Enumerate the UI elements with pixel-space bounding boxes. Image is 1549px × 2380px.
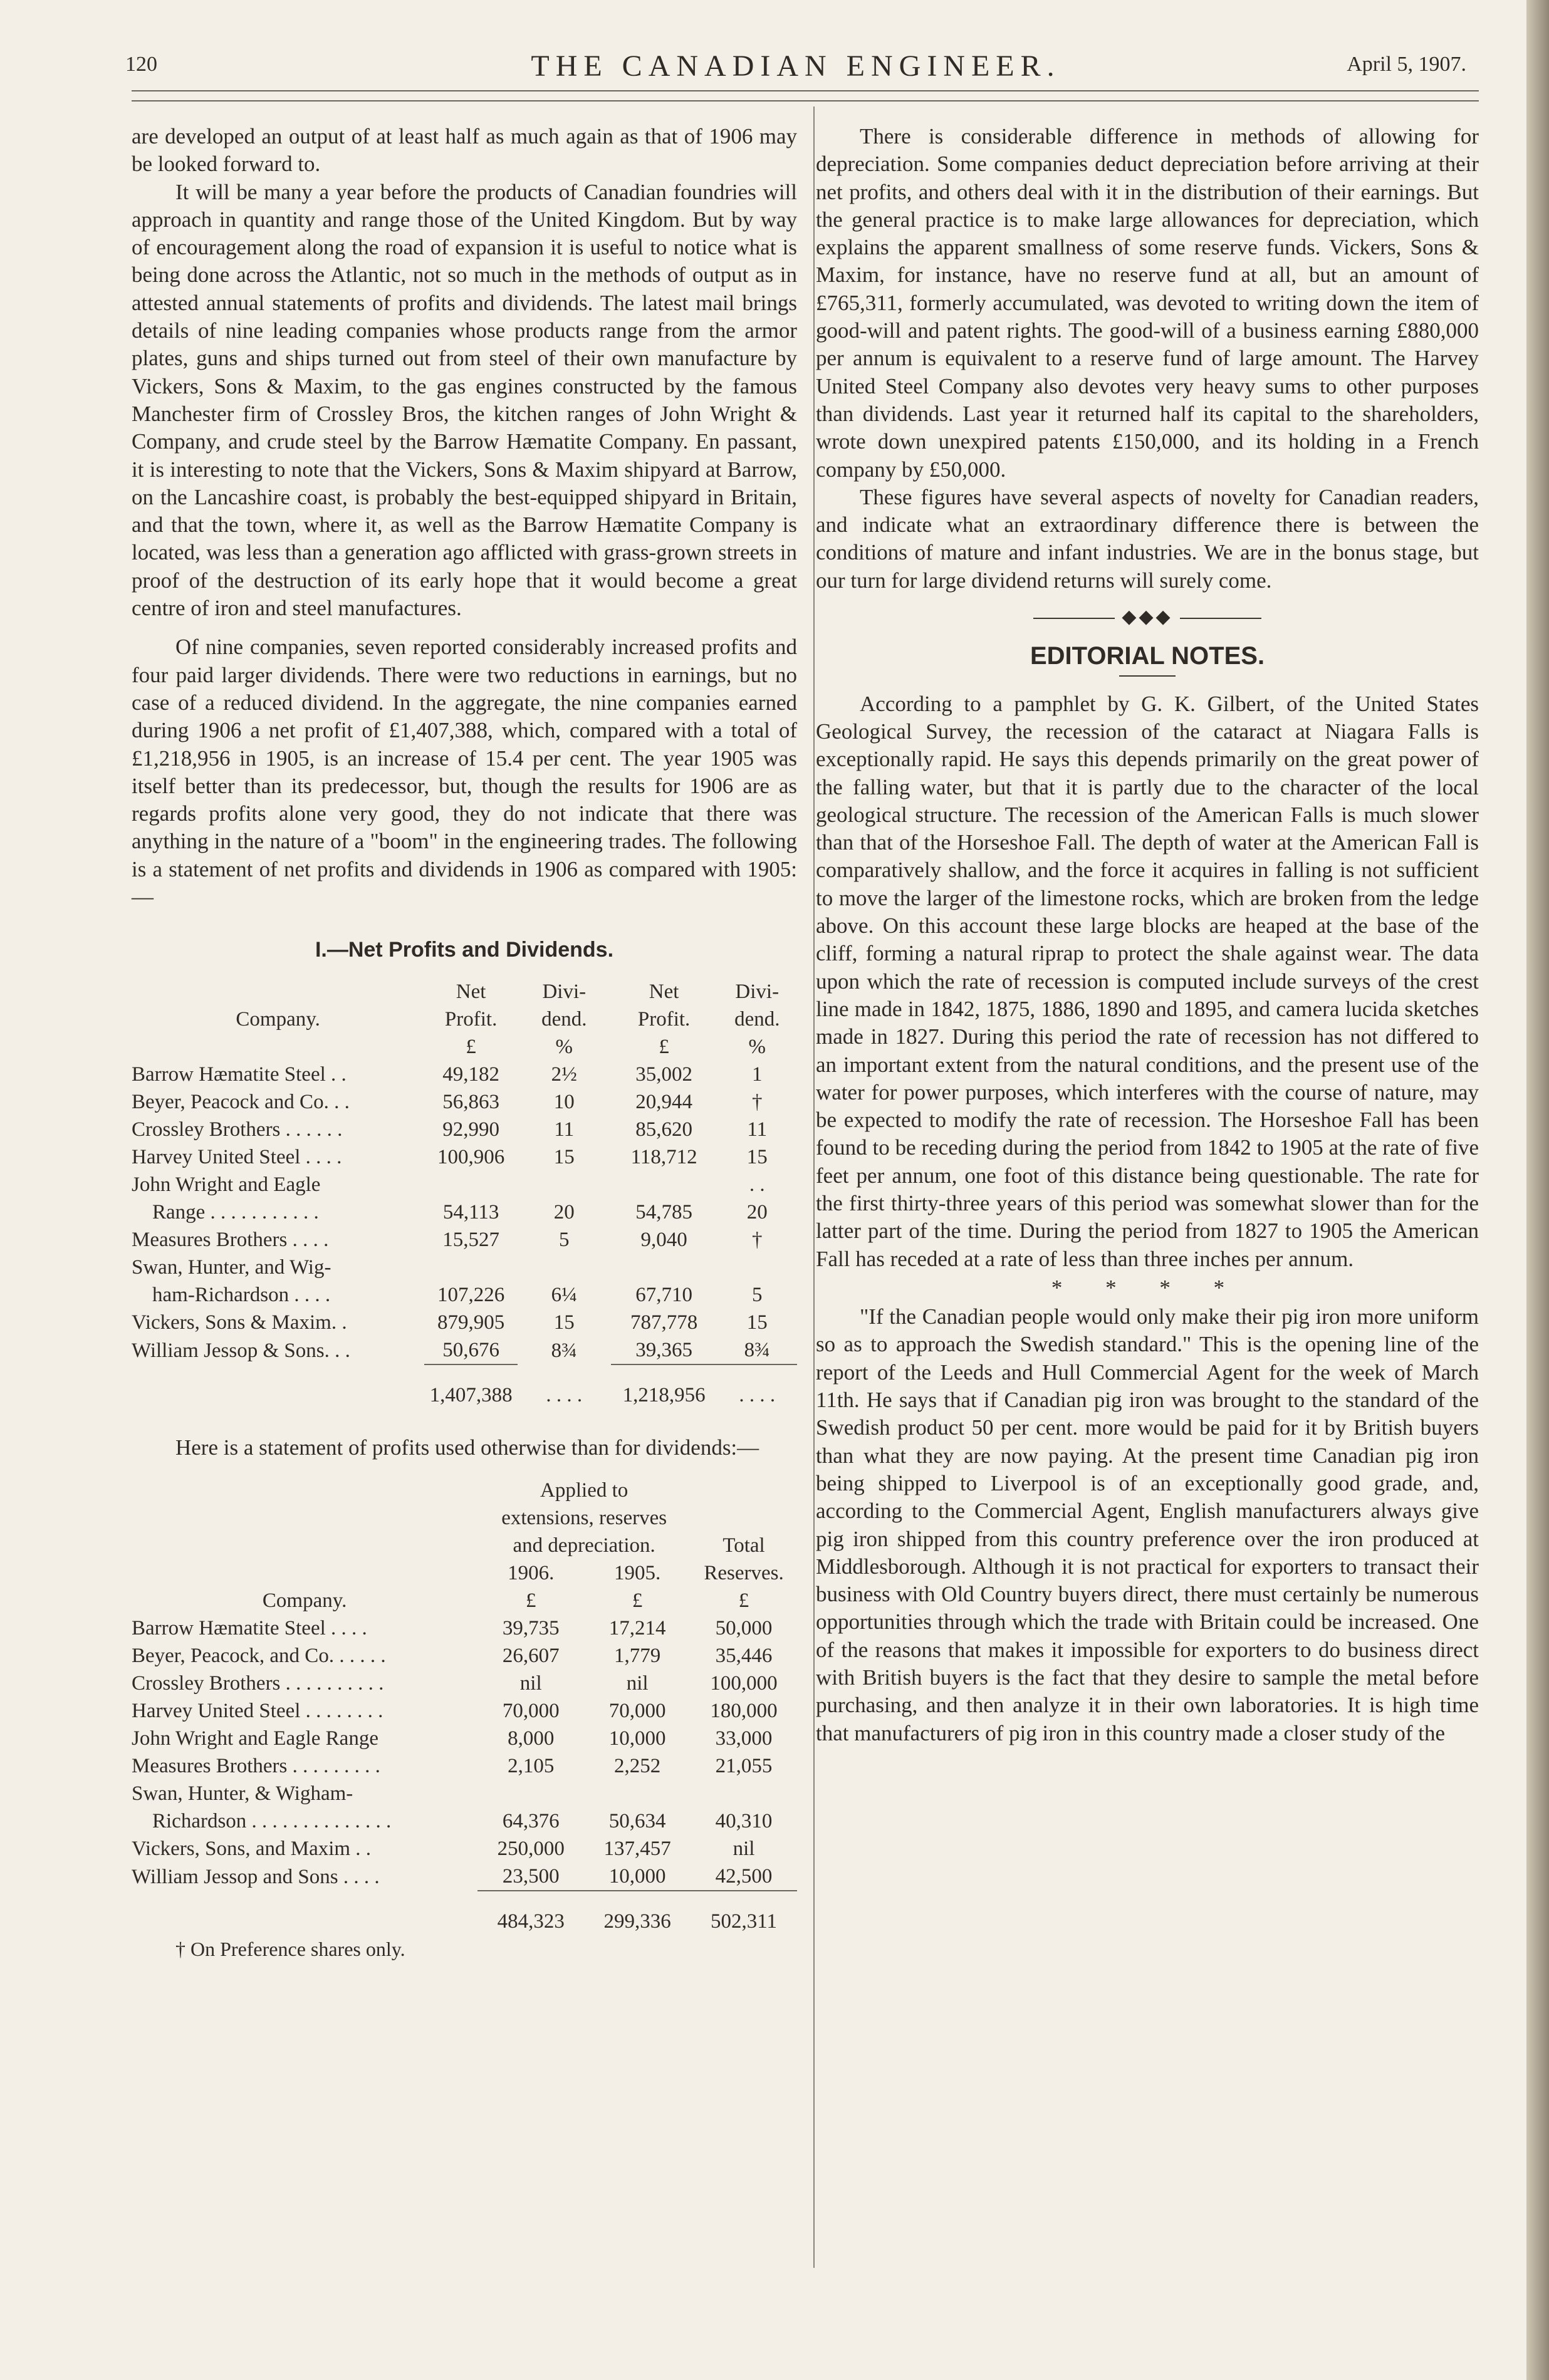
- table-row: [132, 1061, 797, 1088]
- table-cell-company: Vickers, Sons, and Maxim . .: [132, 1837, 377, 1860]
- left-column: [132, 123, 797, 1963]
- table-row: [132, 1807, 797, 1835]
- table-cell-y1906: 64,376: [502, 1809, 560, 1832]
- table-cell-company: Swan, Hunter, & Wigham-: [132, 1782, 353, 1805]
- table-row: [132, 1281, 797, 1309]
- table-cell-profit-1905: 787,778: [630, 1311, 698, 1334]
- table-cell-company: Crossley Brothers . . . . . .: [132, 1118, 348, 1141]
- table-cell-company: John Wright and Eagle: [132, 1173, 321, 1196]
- table-row: [132, 1088, 797, 1116]
- total-dividend-1905: . . . .: [717, 1364, 797, 1409]
- table-cell-company: William Jessop & Sons. . .: [132, 1339, 356, 1362]
- table-cell-profit-1906: 92,990: [442, 1118, 499, 1141]
- table-cell-div-1905: 15: [746, 1145, 768, 1168]
- table1-body: [132, 1061, 797, 1364]
- table-cell-y1905: 10,000: [608, 1864, 666, 1888]
- table-header-cell: Divi-: [735, 980, 780, 1003]
- table-cell-y1906: 70,000: [502, 1699, 560, 1722]
- table-cell-profit-1905: [611, 1254, 717, 1281]
- table-header-cell: Applied to: [540, 1478, 628, 1502]
- paragraph: Here is a statement of profits used otherwise than for dividends:—: [175, 1435, 759, 1460]
- table-cell-div-1906: 6¼: [551, 1283, 577, 1306]
- table-cell-reserves: 21,055: [715, 1754, 773, 1777]
- table-cell-y1905: 17,214: [608, 1616, 666, 1639]
- right-column: [816, 123, 1479, 1747]
- paragraph: It will be many a year before the products of Canadian foundries will approach in quantity and range those of the United Kingdom. But by way of encouragement along the road of expansion it is useful to notice what is being done across the Atlantic, not so much in the methods of output as in attested annual statements of profits and dividends. The latest mail brings details of nine leading companies whose products range from the armor plates, guns and ships turned out from steel of their own manufacture by Vickers, Sons & Maxim, to the gas engines constructed by the famous Manchester firm of Crossley Bros, the kitchen ranges of John Wright & Company, and crude steel by the Barrow Hæmatite Company. En passant, it is interesting to note that the Vickers, Sons & Maxim shipyard at Barrow, on the Lancashire coast, is probably the best-equipped shipyard in Britain, and that the town, where it, as well as the Barrow Hæmatite Company is located, was less than a generation ago afflicted with grass-grown streets in proof of the destruction of its early hope that it would become a great centre of iron and steel manufactures.: [132, 179, 797, 621]
- table-header-row: [132, 1504, 797, 1532]
- table-cell-profit-1906: 15,527: [442, 1228, 499, 1251]
- table-cell-profit-1906: 54,113: [442, 1200, 499, 1224]
- table-cell-reserves: 42,500: [715, 1864, 773, 1888]
- table-row: [132, 1780, 797, 1807]
- table-row: [132, 1254, 797, 1281]
- table-cell-y1905: 70,000: [608, 1699, 666, 1722]
- table-cell-company: Crossley Brothers . . . . . . . . . .: [132, 1671, 389, 1695]
- total-1906: 484,323: [477, 1891, 584, 1935]
- table-cell-company: Harvey United Steel . . . .: [132, 1145, 347, 1168]
- table-cell-company: Harvey United Steel . . . . . . . .: [132, 1699, 389, 1722]
- table-cell-company: Measures Brothers . . . .: [132, 1228, 334, 1251]
- table-header-cell: dend.: [541, 1007, 587, 1031]
- table-cell-y1905: 1,779: [613, 1644, 661, 1667]
- table-cell-company: Vickers, Sons & Maxim. .: [132, 1311, 352, 1334]
- table-header-row: [132, 978, 797, 1006]
- table-cell-profit-1905: 67,710: [635, 1283, 692, 1306]
- table-cell-reserves: [691, 1780, 797, 1807]
- table-header-cell: %: [555, 1035, 573, 1058]
- table-cell-div-1905: . .: [749, 1173, 765, 1196]
- table-cell-div-1906: 15: [553, 1145, 575, 1168]
- paragraph: There is considerable difference in methods of allowing for depreciation. Some companies deduct depreciation before arriving at their net profits, and others deal with it in the distribution of their earnings. But the general practice is to make large allowances for depreciation, which explains the apparent smallness of some reserve funds. Vickers, Sons & Maxim, for instance, have no reserve fund at all, but an amount of £765,311, formerly accumulated, was devoted to writing down the item of good-will and patent rights. The good-will of a business earning £880,000 per annum is equivalent to a reserve fund of large amount. The Harvey United Steel Company also devotes very heavy sums to other purposes than dividends. Last year it returned half its capital to the shareholders, wrote down unexpired patents £150,000, and its holding in a French company by £50,000.: [816, 124, 1479, 482]
- table-cell-profit-1906: 56,863: [442, 1090, 499, 1113]
- table-cell-reserves: 50,000: [715, 1616, 773, 1639]
- table-header-cell: extensions, reserves: [501, 1506, 667, 1529]
- table-row: [132, 1309, 797, 1336]
- table-header-cell: £: [659, 1035, 669, 1058]
- total-profit-1906: 1,407,388: [424, 1364, 518, 1409]
- table-header-cell: Profit.: [637, 1007, 691, 1031]
- table-cell-company: Beyer, Peacock and Co. . .: [132, 1090, 355, 1113]
- table-header-cell: [691, 1504, 797, 1532]
- table-header-row: [132, 1033, 797, 1061]
- issue-date: April 5, 1907.: [1347, 53, 1466, 76]
- table1-title: I.—Net Profits and Dividends.: [315, 938, 614, 962]
- table-row: [132, 1863, 797, 1891]
- table-cell-div-1906: 20: [553, 1200, 575, 1224]
- table-cell-profit-1905: 118,712: [630, 1145, 697, 1168]
- table-row: [132, 1198, 797, 1226]
- table-cell: [132, 1364, 424, 1409]
- table-cell-company: Barrow Hæmatite Steel . . . .: [132, 1616, 373, 1639]
- table-header-cell: dend.: [734, 1007, 780, 1031]
- paragraph: are developed an output of at least half as much again as that of 1906 may be looked forward to.: [132, 124, 797, 177]
- table-header-cell: Net: [649, 980, 679, 1003]
- table-cell-profit-1905: 85,620: [635, 1118, 692, 1141]
- table-cell-div-1905: 1: [752, 1063, 763, 1086]
- total-dividend-1906: . . . .: [546, 1383, 583, 1406]
- table-header-cell: Total: [722, 1534, 765, 1557]
- table-cell-profit-1906: [424, 1254, 518, 1281]
- table-cell: [132, 1891, 477, 1935]
- table-cell-y1905: 137,457: [603, 1837, 671, 1860]
- table-cell-reserves: nil: [733, 1837, 755, 1860]
- table-cell-div-1906: 8¾: [551, 1339, 577, 1362]
- section-break-stars: * * * *: [1051, 1275, 1244, 1300]
- table-cell-div-1906: [518, 1254, 611, 1281]
- total-1905: 299,336: [584, 1891, 691, 1935]
- table-cell-profit-1906: [424, 1171, 518, 1198]
- table-total-row: [132, 1891, 797, 1935]
- table-cell-reserves: 40,310: [715, 1809, 773, 1832]
- table-total-row: [132, 1364, 797, 1409]
- table-row: [132, 1226, 797, 1254]
- table-cell-div-1906: 10: [553, 1090, 575, 1113]
- table-header-cell: %: [748, 1035, 766, 1058]
- table-header-cell: Company.: [262, 1589, 347, 1612]
- paragraph: Of nine companies, seven reported considerably increased profits and four paid larger dividends. There were two reductions in earnings, but no case of a reduced dividend. In the aggregate, the nine companies earned during 1906 a net profit of £1,407,388, which, compared with a total of £1,218,956 in 1905, is an increase of 15.4 per cent. The year 1905 was itself better than its predecessor, but, though the results for 1906 are as regards profits alone very good, they do not indicate that there was anything in the nature of a "boom" in the engineering trades. The following is a statement of net profits and dividends in 1906 as compared with 1905:—: [132, 635, 797, 910]
- table-row: [132, 1614, 797, 1642]
- total-profit-1905: 1,218,956: [611, 1364, 717, 1409]
- table-row: [132, 1116, 797, 1143]
- table-cell-profit-1906: 879,905: [437, 1311, 505, 1334]
- section-heading: EDITORIAL NOTES.: [1030, 642, 1265, 670]
- table-cell-company: ham-Richardson . . . .: [132, 1283, 336, 1306]
- table-cell-y1905: 50,634: [608, 1809, 666, 1832]
- paragraph: "If the Canadian people would only make their pig iron more uniform so as to approach the Swedish standard." This is the opening line of the report of the Leeds and Hull Commercial Agent for the week of March 11th. He says that if Canadian pig iron was brought to the standard of the Swedish product 50 per cent. more would be paid for it by British buyers than what they are now paying. At the present time Canadian pig iron being shipped to Liverpool is of an exceptionally good grade, and, according to the Commercial Agent, English manufacturers always give pig iron shipped from this country preference over the iron produced at Middlesborough. Although it is not practical for exporters to transact their business with Old Country buyers direct, there must certainly be numerous opportunities through which the trade with Britain could be increased. One of the reasons that makes it impossible for exporters to do business direct with British buyers is the fact that they desire to sample the metal before purchasing, and then analyze it in their own laboratories. It is high time that manufacturers of pig iron in this country made a closer study of the: [816, 1304, 1479, 1745]
- table-cell-y1906: 26,607: [502, 1644, 560, 1667]
- table-cell-div-1905: †: [752, 1090, 763, 1113]
- table-header-cell: 1906.: [508, 1561, 555, 1584]
- table-cell-y1905: nil: [626, 1671, 649, 1695]
- page-header: [125, 49, 1466, 86]
- publication-title: THE CANADIAN ENGINEER.: [531, 49, 1061, 83]
- table-header-cell: [132, 1559, 477, 1587]
- table-cell-company: Richardson . . . . . . . . . . . . . .: [132, 1809, 397, 1832]
- table-header-cell: and depreciation.: [513, 1534, 655, 1557]
- table-header-row: [132, 1477, 797, 1504]
- reserves-table: [132, 1477, 797, 1935]
- table-cell-y1906: 39,735: [502, 1616, 560, 1639]
- table-row: [132, 1697, 797, 1725]
- table-cell-company: Beyer, Peacock, and Co. . . . . .: [132, 1644, 391, 1667]
- table-header-row: [132, 1532, 797, 1559]
- table-cell-y1906: 250,000: [497, 1837, 565, 1860]
- table-header-cell: £: [738, 1589, 749, 1612]
- table-cell-y1905: 2,252: [613, 1754, 661, 1777]
- table-header-cell: 1905.: [613, 1561, 661, 1584]
- table-cell-reserves: 100,000: [710, 1671, 778, 1695]
- table-header-cell: Company.: [236, 1007, 320, 1031]
- table-cell-y1906: 8,000: [508, 1727, 555, 1750]
- page-number: 120: [125, 53, 157, 76]
- table-cell-profit-1906: 50,676: [442, 1338, 499, 1361]
- table-cell-div-1905: 11: [747, 1118, 768, 1141]
- table-row: [132, 1725, 797, 1752]
- table-row: [132, 1143, 797, 1171]
- paragraph: According to a pamphlet by G. K. Gilbert, of the United States Geological Survey, the recession of the cataract at Niagara Falls is exceptionally rapid. He says this depends primarily on the great power of the falling water, but that it is partly due to the character of the local geological structure. The recession of the American Falls is much slower than that of the Horseshoe Fall. The depth of water at the American Fall is comparatively shallow, and the force it acquires in falling is not sufficient to move the larger of the limestone rocks, which are broken from the ledge above. On this account these large blocks are heaped at the base of the cliff, forming a natural riprap to protect the shale against wear. The data upon which the rate of recession is computed include surveys of the crest line made in 1842, 1875, 1886, 1890 and 1895, and camera lucida sketches made in 1827. During this period the rate of recession has not differed to an important extent from the natural conditions, and the present use of the water for power purposes, which interferes with the course of nature, may be expected to modify the rate of recession. The Horseshoe Fall has been found to be receding during the period from 1842 to 1905 at the rate of five feet per annum, one foot of this distance being questionable. The rate for the first thirty-three years of this period was somewhat slower than for the latter part of the time. During the period from 1827 to 1905 the American Fall has receded at a rate of less than three inches per annum.: [816, 691, 1479, 1271]
- footnote: † On Preference shares only.: [175, 1937, 405, 1960]
- table-cell-div-1905: †: [752, 1228, 763, 1251]
- table-cell-profit-1906: 107,226: [437, 1283, 505, 1306]
- table-header-cell: Divi-: [542, 980, 587, 1003]
- section-ornament: ◆◆◆: [816, 603, 1479, 631]
- table-row: [132, 1336, 797, 1364]
- table-cell-div-1906: 15: [553, 1311, 575, 1334]
- table-cell-reserves: 35,446: [715, 1644, 773, 1667]
- table-row: [132, 1171, 797, 1198]
- table-header-cell: [132, 1033, 424, 1061]
- table-cell-company: Barrow Hæmatite Steel . .: [132, 1063, 352, 1086]
- table-cell-profit-1905: [611, 1171, 717, 1198]
- table-header-cell: [132, 978, 424, 1006]
- table-cell-profit-1906: 100,906: [437, 1145, 505, 1168]
- table-header-cell: [132, 1504, 477, 1532]
- paragraph: These figures have several aspects of novelty for Canadian readers, and indicate what an extraordinary difference there is between the conditions of mature and infant industries. We are in the bonus stage, but our turn for large dividend returns will surely come.: [816, 484, 1479, 593]
- table-cell-profit-1905: 20,944: [635, 1090, 692, 1113]
- table-cell-profit-1905: 9,040: [640, 1228, 687, 1251]
- table-cell-div-1906: 5: [559, 1228, 570, 1251]
- table-cell-profit-1905: 54,785: [635, 1200, 692, 1224]
- table-cell-company: Range . . . . . . . . . . .: [132, 1200, 325, 1224]
- table-header-cell: [691, 1477, 797, 1504]
- table-cell-profit-1905: 35,002: [635, 1063, 692, 1086]
- table-cell-y1906: [477, 1780, 584, 1807]
- table-row: [132, 1835, 797, 1863]
- table-cell-div-1905: 15: [746, 1311, 768, 1334]
- table-cell-company: William Jessop and Sons . . . .: [132, 1865, 385, 1888]
- table-cell-div-1905: 20: [746, 1200, 768, 1224]
- table-cell-company: Measures Brothers . . . . . . . . .: [132, 1754, 386, 1777]
- table-cell-company: Swan, Hunter, and Wig-: [132, 1255, 331, 1279]
- table-header-cell: [132, 1477, 477, 1504]
- table-cell-div-1906: [518, 1171, 611, 1198]
- table-header-row: [132, 1006, 797, 1033]
- table-cell-reserves: 180,000: [710, 1699, 778, 1722]
- page-edge-shadow: [1526, 0, 1549, 2380]
- table-cell-div-1905: 8¾: [744, 1338, 770, 1361]
- table-header-row: [132, 1587, 797, 1614]
- heading-rule: [1119, 675, 1176, 677]
- table-cell-y1906: 23,500: [502, 1864, 560, 1888]
- table-row: [132, 1642, 797, 1670]
- table-header-row: [132, 1559, 797, 1587]
- table-header-cell: £: [466, 1035, 476, 1058]
- table-cell-reserves: 33,000: [715, 1727, 773, 1750]
- table-cell-div-1906: 11: [554, 1118, 575, 1141]
- table-cell-div-1905: [717, 1254, 797, 1281]
- column-divider: [813, 107, 815, 2268]
- total-reserves: 502,311: [691, 1891, 797, 1935]
- table-row: [132, 1670, 797, 1697]
- table-cell-y1905: [584, 1780, 691, 1807]
- table-header-cell: £: [525, 1589, 536, 1612]
- table-header-cell: Profit.: [444, 1007, 498, 1031]
- table-header-cell: Reserves.: [704, 1561, 784, 1584]
- table-header-cell: [132, 1532, 477, 1559]
- table-cell-y1906: 2,105: [508, 1754, 555, 1777]
- table2-body: [132, 1614, 797, 1891]
- table-cell-div-1906: 2½: [551, 1063, 577, 1086]
- table-header-cell: £: [632, 1589, 643, 1612]
- table-cell-company: John Wright and Eagle Range: [132, 1727, 384, 1750]
- table-header-cell: Net: [456, 980, 486, 1003]
- table-cell-profit-1906: 49,182: [442, 1063, 499, 1086]
- header-rule: [132, 90, 1479, 101]
- table-cell-profit-1905: 39,365: [635, 1338, 692, 1361]
- net-profits-table: [132, 978, 797, 1409]
- table-row: [132, 1752, 797, 1780]
- table-cell-y1905: 10,000: [608, 1727, 666, 1750]
- table-cell-div-1905: 5: [752, 1283, 763, 1306]
- table-cell-y1906: nil: [519, 1671, 542, 1695]
